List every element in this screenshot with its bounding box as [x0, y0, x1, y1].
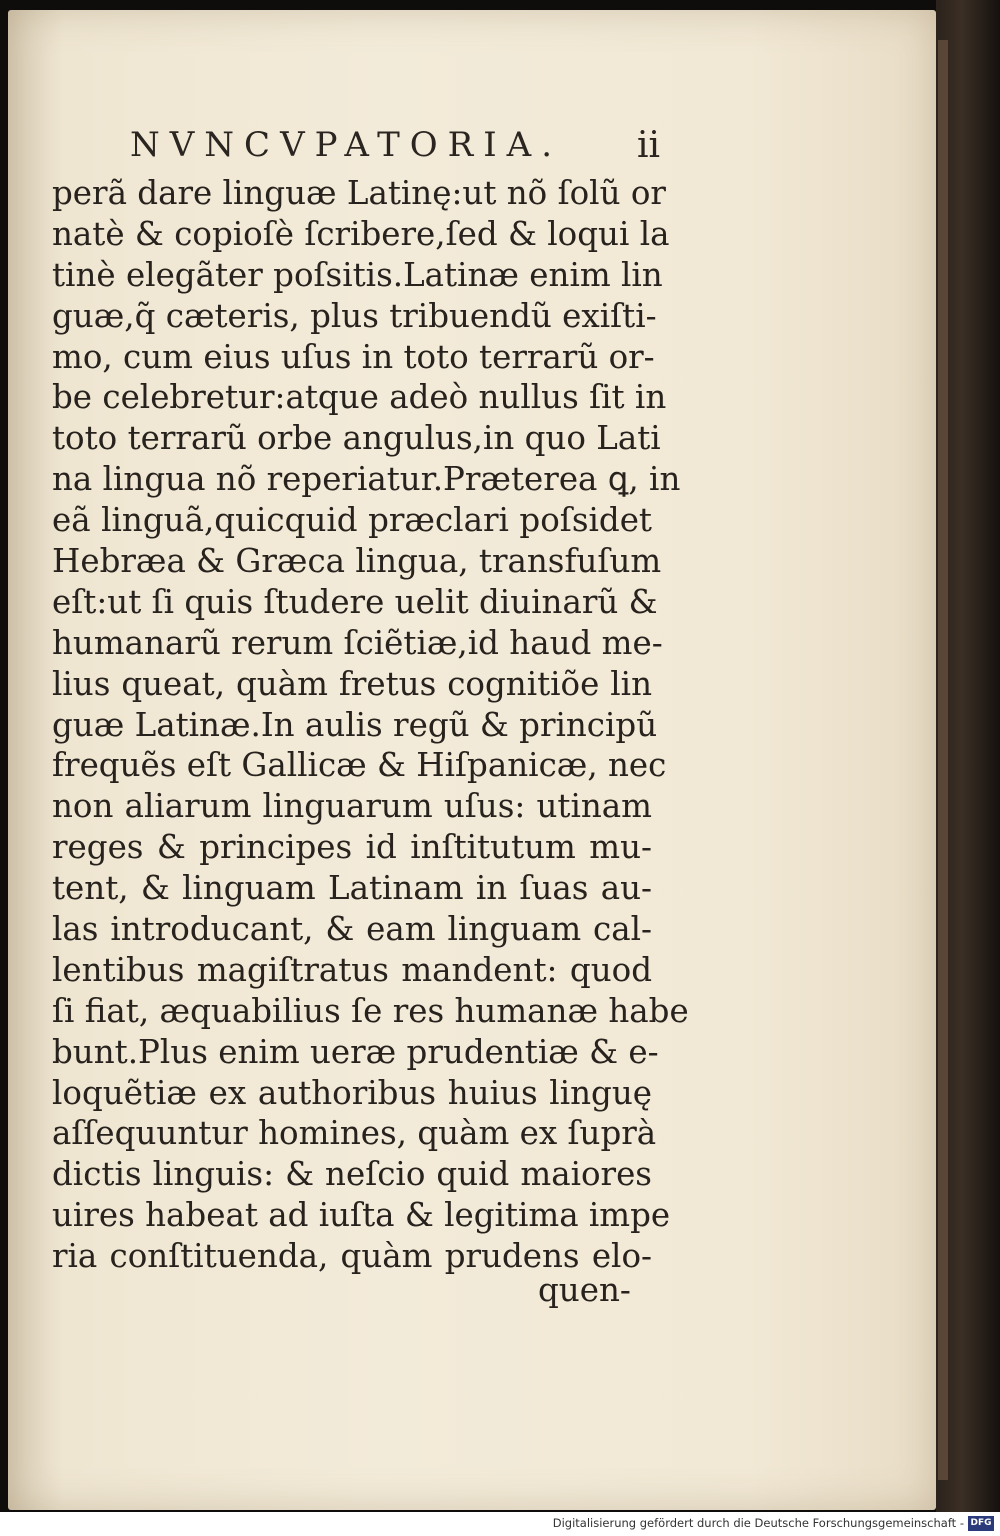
text-line: frequẽs eſt Gallicæ & Hiſpanicæ, nec	[52, 746, 667, 785]
text-line: reges & principes id inſtitutum mu-	[52, 828, 652, 867]
text-line: aſſequuntur homines, quàm ex ſuprà	[52, 1114, 657, 1153]
text-line: eſt:ut ſi quis ſtudere uelit diuinarũ &	[52, 582, 658, 621]
text-line: eã linguã,quicquid præclari poſsidet	[52, 501, 652, 540]
running-head-title: NVNCVPATORIA.	[130, 125, 563, 165]
text-line: be celebretur:atque adeò nullus ſit in	[52, 378, 667, 417]
running-head	[130, 125, 660, 175]
text-line: humanarũ rerum ſciẽtiæ,id haud me-	[52, 623, 663, 662]
text-line: bunt.Plus enim ueræ prudentiæ & e-	[52, 1032, 659, 1071]
text-line: tent, & linguam Latinam in ſuas au-	[52, 869, 652, 908]
folio-number: ii	[636, 125, 660, 166]
catchword: quen-	[538, 1271, 631, 1309]
text-line: toto terrarũ orbe angulus,in quo Lati	[52, 419, 661, 458]
text-line: perã dare linguæ Latinę:ut nõ ſolũ or	[52, 174, 666, 212]
text-line: mo, cum eius uſus in toto terrarũ or-	[52, 337, 655, 376]
text-line: guæ Latinæ.In aulis regũ & principũ	[52, 705, 658, 744]
text-line: loquẽtiæ ex authoribus huius linguę	[52, 1073, 652, 1112]
text-line: ſi fiat, æquabilius ſe res humanæ habe	[52, 991, 689, 1030]
text-line: guæ,q̃ cæteris, plus tribuendũ exiſti-	[52, 296, 657, 335]
text-line: natè & copioſè ſcribere,ſed & loqui la	[52, 214, 670, 253]
text-block	[52, 173, 689, 1277]
text-line: Hebræa & Græca lingua, transfuſum	[52, 542, 662, 581]
footer-credit: Digitalisierung gefördert durch die Deutsche Forschungsgemeinschaft -	[552, 1516, 964, 1530]
footer-bar	[0, 1512, 1000, 1536]
text-line: uires habeat ad iuſta & legitima impe	[52, 1196, 671, 1235]
text-line: dictis linguis: & neſcio quid maiores	[52, 1155, 652, 1194]
text-line: non aliarum linguarum uſus: utinam	[52, 787, 652, 826]
text-line: ria conſtituenda, quàm prudens elo-	[52, 1237, 652, 1276]
text-line: lentibus magiſtratus mandent: quod	[52, 950, 652, 989]
text-line: na lingua nõ reperiatur.Præterea ꝗ, in	[52, 460, 681, 499]
text-line: las introducant, & eam linguam cal-	[52, 910, 652, 949]
spine-edge	[938, 40, 948, 1480]
dfg-logo: DFG	[968, 1516, 994, 1531]
text-line: tinè elegãter poſsitis.Latinæ enim lin	[52, 255, 663, 294]
text-line: lius queat, quàm fretus cognitiõe lin	[52, 664, 652, 703]
